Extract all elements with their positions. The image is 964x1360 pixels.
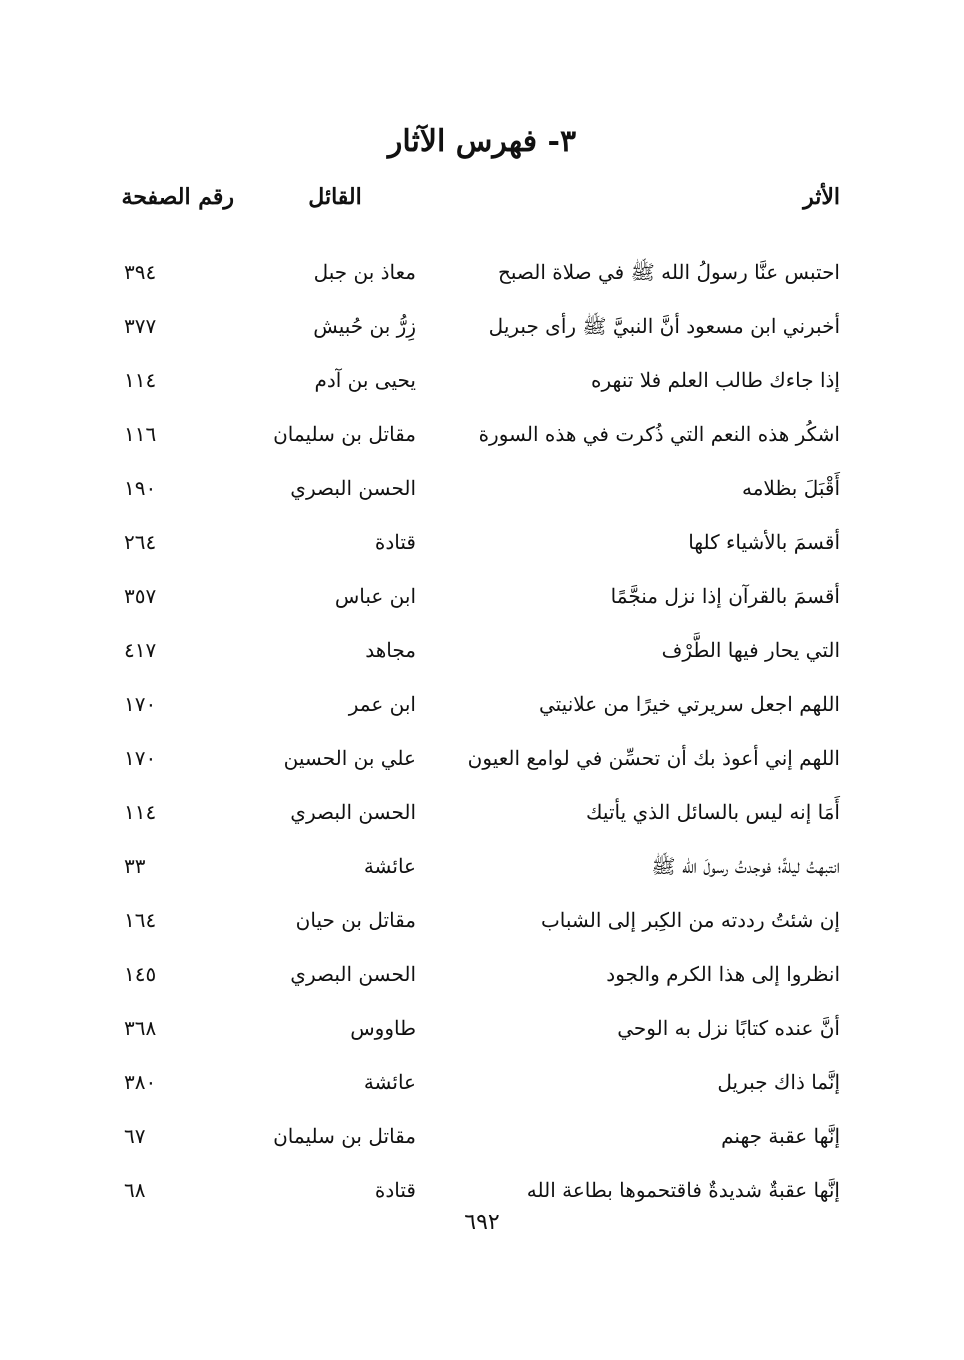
index-row: [0, 947, 964, 1001]
athar-page: ٣٨٠: [124, 1070, 157, 1094]
athar-text: إنَّما ذاك جبريل: [717, 1070, 840, 1094]
index-row: [0, 785, 964, 839]
index-row: [0, 299, 964, 353]
athar-text: أَقْبَلَ بظلامه: [742, 476, 840, 500]
athar-page: ١٩٠: [124, 476, 157, 500]
athar-narrator: الحسن البصري: [290, 962, 416, 986]
header-athar: الأثر: [803, 184, 840, 210]
index-row: [0, 1163, 964, 1217]
athar-narrator: ابن عمر: [348, 692, 416, 716]
athar-page: ١١٤: [124, 800, 157, 824]
athar-text: إنَّها عقبةٌ شديدةٌ فاقتحموها بطاعة الله: [526, 1178, 840, 1202]
index-row: [0, 893, 964, 947]
athar-narrator: مجاهد: [365, 638, 416, 662]
index-row: [0, 731, 964, 785]
athar-page: ٣٩٤: [124, 260, 157, 284]
athar-text: اشكُر هذه النعم التي ذُكرت في هذه السورة: [478, 422, 840, 446]
athar-page: ٤١٧: [124, 638, 157, 662]
athar-text: إذا جاءك طالب العلم فلا تنهره: [591, 368, 840, 392]
index-row: [0, 245, 964, 299]
athar-narrator: مقاتل بن سليمان: [273, 422, 416, 446]
index-row: [0, 515, 964, 569]
index-row: [0, 569, 964, 623]
athar-text: اللهم اجعل سريرتي خيرًا من علانيتي: [538, 692, 840, 716]
index-row: [0, 839, 964, 893]
athar-page: ١٧٠: [124, 692, 157, 716]
athar-narrator: قتادة: [374, 530, 416, 554]
index-row: [0, 407, 964, 461]
index-row: [0, 1055, 964, 1109]
athar-text: أقسمَ بالقرآن إذا نزل منجَّمًا: [610, 584, 840, 608]
athar-text: إن شئتُ رددته من الكِبر إلى الشباب: [540, 908, 840, 932]
athar-page: ١٦٤: [124, 908, 157, 932]
page-number: ٦٩٢: [464, 1210, 500, 1235]
page-title: ٣- فهرس الآثار: [387, 124, 577, 159]
athar-text: التي يحار فيها الطَّرْف: [661, 638, 840, 662]
athar-narrator: ابن عباس: [334, 584, 416, 608]
athar-text: أقسمَ بالأشياء كلها: [688, 530, 840, 554]
index-row: [0, 677, 964, 731]
athar-page: ٣٣: [124, 854, 146, 878]
athar-text: أَمَا إنه ليس بالسائل الذي يأتيك: [586, 800, 840, 824]
index-row: [0, 1001, 964, 1055]
athar-text: اللهم إني أعوذ بك أن تحسِّن في لوامع العيون: [467, 746, 840, 770]
athar-narrator: معاذ بن جبل: [313, 260, 416, 284]
athar-narrator: قتادة: [374, 1178, 416, 1202]
athar-page: ١١٦: [124, 422, 157, 446]
athar-page: ٦٧: [124, 1124, 146, 1148]
athar-page: ٣٥٧: [124, 584, 157, 608]
athar-narrator: الحسن البصري: [290, 476, 416, 500]
header-qaail: القائل: [308, 184, 362, 210]
athar-narrator: عائشة: [363, 1070, 416, 1094]
athar-text: إنَّها عقبة جهنم: [721, 1124, 840, 1148]
athar-page: ٣٦٨: [124, 1016, 157, 1040]
athar-narrator: مقاتل بن سليمان: [273, 1124, 416, 1148]
athar-page: ٦٨: [124, 1178, 146, 1202]
athar-text: احتبس عنَّا رسولُ الله ﷺ في صلاة الصبح: [497, 260, 840, 284]
athar-text: انظروا إلى هذا الكرم والجود: [606, 962, 840, 986]
header-page-number: رقم الصفحة: [121, 184, 234, 210]
athar-page: ١٧٠: [124, 746, 157, 770]
athar-narrator: مقاتل بن حيان: [295, 908, 416, 932]
athar-narrator: يحيى بن آدم: [314, 368, 416, 392]
athar-text: أخبرني ابن مسعود أنَّ النبيَّ ﷺ رأى جبريل: [488, 314, 840, 338]
athar-text: أنَّ عنده كتابًا نزل به الوحي: [617, 1016, 840, 1040]
athar-page: ١١٤: [124, 368, 157, 392]
athar-page: ١٤٥: [124, 962, 157, 986]
index-row: [0, 461, 964, 515]
athar-narrator: الحسن البصري: [290, 800, 416, 824]
index-row: [0, 1109, 964, 1163]
athar-page: ٣٧٧: [124, 314, 157, 338]
athar-narrator: زِرُّ بن حُبيش: [313, 314, 416, 338]
index-table: [0, 245, 964, 1217]
athar-narrator: طاووس: [350, 1016, 416, 1040]
index-row: [0, 623, 964, 677]
athar-page: ٢٦٤: [124, 530, 157, 554]
index-header-row: [0, 184, 964, 224]
athar-narrator: عائشة: [363, 854, 416, 878]
athar-text: انتبهتُ ليلةً؛ فوجدتُ رسولَ الله ﷺ: [651, 854, 840, 878]
athar-narrator: علي بن الحسين: [283, 746, 416, 770]
index-row: [0, 353, 964, 407]
